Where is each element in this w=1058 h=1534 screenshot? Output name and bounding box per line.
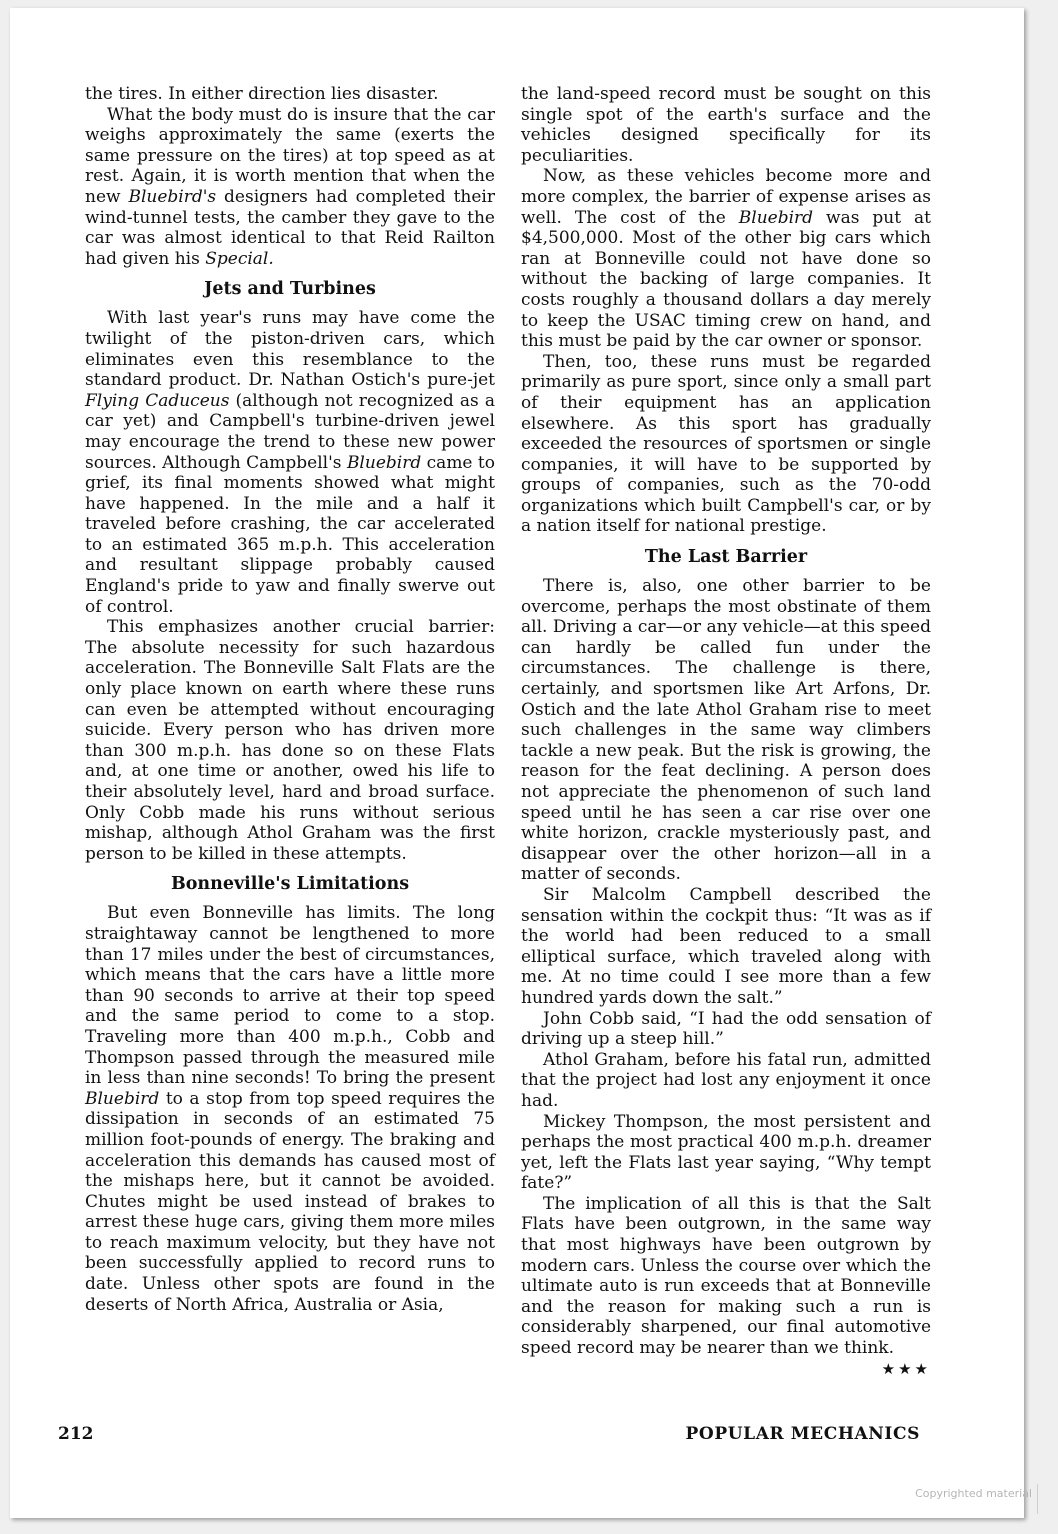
magazine-page: [10, 8, 1024, 1518]
paragraph: Athol Graham, before his fatal run, admitted that the project had lost any enjoyment it once had.: [521, 1049, 931, 1111]
paragraph: the land-speed record must be sought on this single spot of the earth's surface and the vehicles designed specifically for its peculiarities.: [521, 84, 931, 166]
paragraph: Then, too, these runs must be regarded primarily as pure sport, since only a small part of their equipment has an application elsewhere. As this sport has gradually exceeded the resources of sportsmen or single companies, it will have to be supported by groups of companies, such as the 70-odd organizations which built Campbell's car, or by a nation itself for national prestige.: [521, 351, 931, 537]
paragraph: Now, as these vehicles become more and more complex, the barrier of expense arises as well. The cost of the Bluebird was put at $4,500,000. Most of the other big cars which ran at Bonneville could not have done so without the backing of large companies. It costs roughly a thousand dollars a day merely to keep the USAC timing crew on hand, and this must be paid by the car owner or sponsor.: [521, 166, 931, 352]
end-of-article-stars: ★★★: [881, 1359, 931, 1378]
copyright-watermark: Copyrighted material: [915, 1487, 1032, 1500]
right-column: [521, 84, 931, 1379]
paragraph: the tires. In either direction lies disaster.: [85, 84, 439, 104]
left-column: [85, 84, 495, 1315]
paragraph: John Cobb said, “I had the odd sensation of driving up a steep hill.”: [521, 1008, 931, 1050]
paragraph: Sir Malcolm Campbell described the sensation within the cockpit thus: “It was as if the world had been reduced to a small elliptical surface, which traveled along with me. At no time could I see more than a few hundred yards down the salt.”: [521, 884, 931, 1008]
paragraph: There is, also, one other barrier to be overcome, perhaps the most obstinate of them all. Driving a car—or any vehicle—at this speed can hardly be called fun under the circumstances. The challenge is there, certainly, and sportsmen like Art Arfons, Dr. Ostich and the late Athol Graham rise to meet such challenges in the same way climbers tackle a new peak. But the risk is growing, the reason for the feat declining. A person does not appreciate the phenomenon of such land speed until he has seen a car rise over one white horizon, crackle mysteriously past, and disappear over the other horizon—all in a matter of seconds.: [521, 576, 931, 885]
paragraph: The implication of all this is that the Salt Flats have been outgrown, in the same way that most highways have been outgrown by modern cars. Unless the course over which the ultimate auto is run exceeds that at Bonneville and the reason for making such a run is considerably sharpened, our final automotive speed record may be nearer than we think. ★★★: [521, 1193, 931, 1378]
section-heading-the-last-barrier: The Last Barrier: [644, 547, 808, 568]
page-number: 212: [58, 1424, 94, 1444]
section-heading-jets-and-turbines: Jets and Turbines: [204, 279, 376, 300]
paragraph: This emphasizes another crucial barrier: The absolute necessity for such hazardous acceleration. The Bonneville Salt Flats are the only place known on earth where these runs can even be attempted without encouraging suicide. Every person who has driven more than 300 m.p.h. has done so on these Flats and, at one time or another, owed his life to their absolutely level, hard and broad surface. Only Cobb made his runs without serious mishap, although Athol Graham was the first person to be killed in these attempts.: [85, 617, 495, 864]
section-heading-bonnevilles-limitations: Bonneville's Limitations: [170, 874, 410, 895]
watermark-divider: [1037, 1484, 1038, 1514]
paragraph: With last year's runs may have come the twilight of the piston-driven cars, which eliminates even this resemblance to the standard product. Dr. Nathan Ostich's pure-jet Flying Caduceus (although not recognized as a car yet) and Campbell's turbine-driven jewel may encourage the trend to these new power sources. Although Campbell's Bluebird came to grief, its final moments showed what might have happened. In the mile and a half it traveled before crashing, the car accelerated to an estimated 365 m.p.h. This acceleration and resultant slippage probably caused England's pride to yaw and finally swerve out of control.: [85, 308, 495, 617]
paragraph: But even Bonneville has limits. The long straightaway cannot be lengthened to more than 17 miles under the best of circumstances, which means that the cars have a little more than 90 seconds to arrive at their top speed and the same period to come to a stop. Traveling more than 400 m.p.h., Cobb and Thompson passed through the measured mile in less than nine seconds! To bring the present Bluebird to a stop from top speed requires the dissipation in seconds of an estimated 75 million foot-pounds of energy. The braking and acceleration this demands has caused most of the mishaps here, but it cannot be avoided. Chutes might be used instead of brakes to arrest these huge cars, giving them more miles to reach maximum velocity, but they have not been successfully applied to record runs to date. Unless other spots are found in the deserts of North Africa, Australia or Asia,: [85, 903, 495, 1315]
paragraph: What the body must do is insure that the car weighs approximately the same (exerts the same pressure on the tires) at top speed as at rest. Again, it is worth mention that when the new Bluebird's designers had completed their wind-tunnel tests, the camber they gave to the car was almost identical to that Reid Railton had given his Special.: [85, 104, 495, 269]
magazine-name: POPULAR MECHANICS: [685, 1424, 920, 1444]
paragraph: Mickey Thompson, the most persistent and perhaps the most practical 400 m.p.h. dreamer yet, left the Flats last year saying, “Why tempt fate?”: [521, 1111, 931, 1194]
